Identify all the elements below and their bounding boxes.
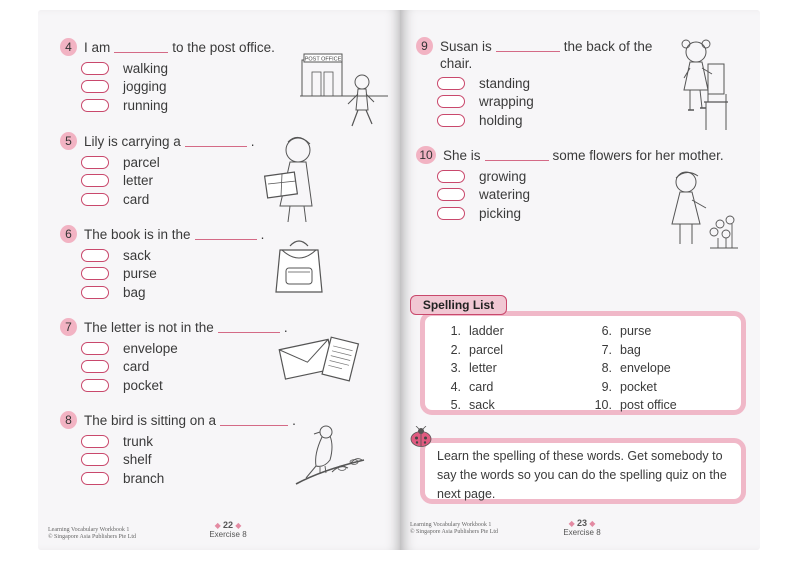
option-checkbox[interactable]: [81, 472, 109, 485]
spelling-item-word: pocket: [620, 379, 657, 394]
option-row[interactable]: [81, 283, 264, 302]
option-checkbox[interactable]: [81, 62, 109, 75]
left-page: [38, 10, 400, 550]
option-row[interactable]: [81, 153, 255, 172]
question-text-after: .: [250, 133, 255, 149]
spelling-item-word: letter: [469, 361, 497, 376]
spelling-item: [439, 341, 590, 360]
option-label: watering: [479, 187, 531, 203]
spelling-item-number: 9.: [601, 379, 612, 394]
options-list: [437, 74, 652, 130]
question-5: [60, 132, 255, 209]
page-number: 23: [576, 518, 587, 528]
option-row[interactable]: [81, 469, 296, 488]
girl-with-parcel-illustration: [258, 134, 322, 226]
spelling-item-word: bag: [620, 342, 641, 357]
option-label: walking: [123, 60, 169, 76]
option-label: jogging: [123, 79, 167, 95]
question-text-after: some flowers for her mother.: [552, 147, 724, 163]
option-row[interactable]: [81, 432, 296, 451]
spelling-item-number: 10.: [594, 398, 612, 413]
option-label: bag: [123, 284, 146, 300]
ladybug-icon: [408, 426, 434, 448]
option-row[interactable]: [437, 74, 652, 93]
copyright-line: © Singapore Asia Publishers Pte Ltd: [410, 529, 499, 535]
option-checkbox[interactable]: [437, 207, 465, 220]
option-label: wrapping: [479, 94, 534, 110]
question-number: 8: [60, 411, 77, 429]
question-text-before: She is: [443, 147, 481, 163]
question-9: [416, 37, 652, 130]
option-row[interactable]: [437, 93, 652, 112]
options-list: [81, 339, 288, 395]
option-checkbox[interactable]: [437, 95, 465, 108]
option-row[interactable]: [81, 376, 288, 395]
option-checkbox[interactable]: [81, 435, 109, 448]
answer-blank[interactable]: [485, 150, 549, 161]
options-list: [81, 432, 296, 488]
question-text-after: .: [292, 412, 296, 428]
spelling-item: [590, 322, 741, 341]
exercise-label: Exercise 8: [563, 528, 601, 537]
question-number: 10: [416, 146, 436, 164]
publisher-line: Learning Vocabulary Workbook 1: [410, 522, 492, 528]
copyright-line: © Singapore Asia Publishers Pte Ltd: [48, 534, 137, 540]
option-label: envelope: [123, 340, 178, 356]
option-checkbox[interactable]: [81, 286, 109, 299]
option-checkbox[interactable]: [81, 156, 109, 169]
post-office-sign: POST OFFICE: [304, 56, 342, 63]
spelling-item: [590, 378, 741, 397]
publisher-footer: [410, 522, 498, 536]
spelling-item: [590, 359, 741, 378]
school-bag-illustration: [270, 236, 328, 296]
option-label: standing: [479, 75, 531, 91]
question-6: [60, 225, 264, 302]
spelling-item: [439, 359, 590, 378]
spelling-tip-text: Learn the spelling of these words. Get somebody to say the words so you can do the spelling quiz on the next page.: [437, 449, 727, 501]
option-label: sack: [123, 247, 151, 263]
option-checkbox[interactable]: [81, 80, 109, 93]
bird-on-branch-illustration: [292, 420, 368, 490]
option-row[interactable]: [81, 96, 275, 115]
option-row[interactable]: [81, 172, 255, 191]
option-label: trunk: [123, 433, 154, 449]
page-footer: ◆ 22 ◆ Exercise 8: [206, 521, 250, 539]
option-checkbox[interactable]: [437, 188, 465, 201]
spelling-item-word: parcel: [469, 342, 504, 357]
option-checkbox[interactable]: [81, 453, 109, 466]
question-text-before: The book is in the: [84, 226, 191, 242]
post-office-boy-illustration: [300, 52, 390, 134]
spelling-item-word: purse: [620, 324, 652, 339]
question-number: 6: [60, 225, 77, 243]
question-4: [60, 38, 275, 115]
spelling-list-title: Spelling List: [410, 295, 507, 315]
right-page: [400, 10, 760, 550]
option-label: parcel: [123, 154, 160, 170]
question-text-before: Lily is carrying a: [84, 133, 181, 149]
option-label: running: [123, 97, 169, 113]
answer-blank[interactable]: [195, 229, 257, 240]
option-checkbox[interactable]: [437, 114, 465, 127]
spelling-item-word: envelope: [620, 361, 671, 376]
option-checkbox[interactable]: [81, 360, 109, 373]
spelling-item-number: 5.: [450, 398, 461, 413]
option-row[interactable]: [81, 190, 255, 209]
question-text-after: the back of the: [563, 38, 653, 54]
question-text-after: .: [260, 226, 265, 242]
spelling-item-number: 8.: [601, 361, 612, 376]
option-checkbox[interactable]: [437, 170, 465, 183]
option-label: shelf: [123, 452, 152, 468]
publisher-footer: [48, 527, 136, 541]
option-label: card: [123, 191, 150, 207]
question-8: [60, 411, 296, 488]
spelling-item: [439, 322, 590, 341]
option-checkbox[interactable]: [81, 99, 109, 112]
option-row[interactable]: [437, 111, 652, 130]
option-checkbox[interactable]: [81, 174, 109, 187]
spelling-item-word: sack: [469, 398, 495, 413]
option-label: holding: [479, 112, 523, 128]
workbook-spread: [38, 10, 760, 550]
spelling-item-number: 4.: [450, 379, 461, 394]
option-label: branch: [123, 470, 165, 486]
girl-on-chair-illustration: [676, 38, 732, 136]
answer-blank[interactable]: [114, 42, 168, 53]
question-text-continuation: chair.: [440, 56, 473, 71]
spelling-item: [590, 341, 741, 360]
spelling-tip-box: [420, 438, 746, 504]
answer-blank[interactable]: [218, 322, 280, 333]
spelling-item-number: 1.: [450, 324, 461, 339]
question-text-after: to the post office.: [172, 39, 275, 55]
envelope-letter-illustration: [278, 330, 360, 386]
page-footer: ◆ 23 ◆ Exercise 8: [560, 519, 604, 537]
question-number: 4: [60, 38, 77, 56]
option-label: pocket: [123, 377, 163, 393]
question-number: 5: [60, 132, 77, 150]
option-checkbox[interactable]: [81, 267, 109, 280]
option-row[interactable]: [81, 59, 275, 78]
options-list: [81, 153, 255, 209]
question-text-before: The letter is not in the: [84, 319, 214, 335]
option-label: purse: [123, 266, 157, 282]
option-checkbox[interactable]: [81, 249, 109, 262]
question-text-before: The bird is sitting on a: [84, 412, 217, 428]
spelling-list-box: [420, 311, 746, 415]
question-text-before: Susan is: [440, 38, 492, 54]
spelling-column-left: [439, 322, 590, 413]
spelling-item: [590, 396, 741, 415]
options-list: [81, 59, 275, 115]
option-checkbox[interactable]: [81, 342, 109, 355]
option-row[interactable]: [81, 265, 264, 284]
options-list: [81, 246, 264, 302]
answer-blank[interactable]: [220, 415, 288, 426]
spelling-column-right: [590, 322, 741, 413]
spelling-item-number: 3.: [450, 361, 461, 376]
option-checkbox[interactable]: [81, 379, 109, 392]
option-label: growing: [479, 168, 527, 184]
exercise-label: Exercise 8: [209, 530, 247, 539]
question-text-after: .: [283, 319, 288, 335]
spelling-item-word: ladder: [469, 324, 504, 339]
option-checkbox[interactable]: [437, 77, 465, 90]
question-7: [60, 318, 288, 395]
option-label: card: [123, 359, 150, 375]
spelling-item: [439, 378, 590, 397]
answer-blank[interactable]: [185, 136, 247, 147]
page-number: 22: [222, 520, 233, 530]
option-label: letter: [123, 173, 154, 189]
question-number: 7: [60, 318, 77, 336]
spelling-item-word: post office: [620, 398, 677, 413]
spelling-item-number: 2.: [450, 342, 461, 357]
spelling-item-number: 7.: [601, 342, 612, 357]
question-text-before: I am: [84, 39, 111, 55]
option-label: picking: [479, 205, 522, 221]
girl-picking-flowers-illustration: [668, 168, 740, 250]
option-row[interactable]: [81, 451, 296, 470]
option-row[interactable]: [81, 358, 288, 377]
spelling-item-number: 6.: [601, 324, 612, 339]
question-number: 9: [416, 37, 433, 55]
publisher-line: Learning Vocabulary Workbook 1: [48, 527, 130, 533]
option-checkbox[interactable]: [81, 193, 109, 206]
option-row[interactable]: [81, 246, 264, 265]
answer-blank[interactable]: [496, 41, 560, 52]
option-row[interactable]: [81, 78, 275, 97]
spelling-item-word: card: [469, 379, 494, 394]
spelling-item: [439, 396, 590, 415]
option-row[interactable]: [81, 339, 288, 358]
